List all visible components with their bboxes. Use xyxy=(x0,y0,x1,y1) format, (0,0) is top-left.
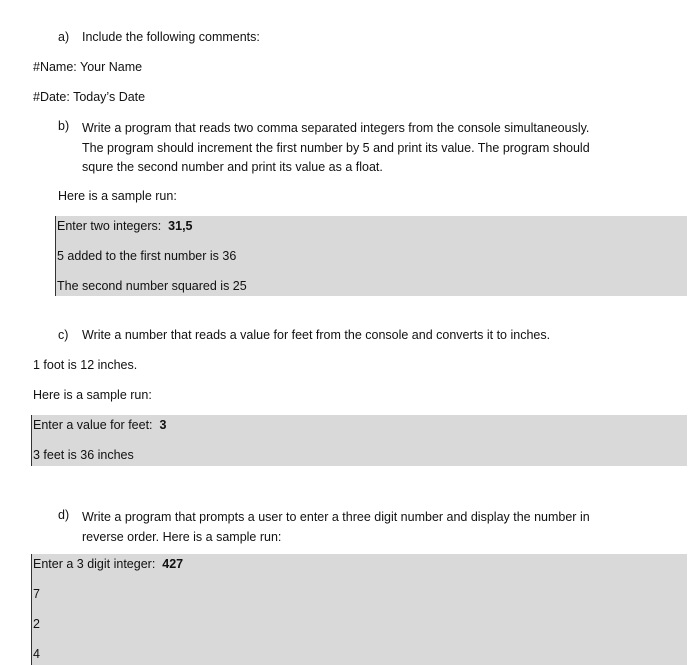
comment-name: #Name: Your Name xyxy=(33,60,143,74)
comment-date: #Date: Today’s Date xyxy=(33,90,146,104)
section-d-sample-prompt: Enter a 3 digit integer: xyxy=(33,557,156,571)
section-c-sample-input: 3 xyxy=(159,418,167,432)
section-d-paragraph xyxy=(82,508,590,547)
section-b-sample-input: 31,5 xyxy=(168,219,193,233)
sample-run-margin-line xyxy=(55,216,56,296)
section-d-marker: d) xyxy=(58,508,70,522)
section-d-sample-digit-2: 2 xyxy=(33,617,40,631)
section-d-line-2: reverse order. Here is a sample run: xyxy=(82,529,282,544)
section-b-sample-output-2: The second number squared is 25 xyxy=(57,279,247,293)
section-b-sample-prompt: Enter two integers: xyxy=(57,219,162,233)
section-c-text: Write a number that reads a value for feet from the console and converts it to inches. xyxy=(82,328,551,342)
section-b-sample-prompt-line xyxy=(57,219,193,233)
section-d-sample-input: 427 xyxy=(162,557,184,571)
section-b-line-2: The program should increment the first number by 5 and print its value. The program should xyxy=(82,140,590,155)
section-a-heading xyxy=(58,30,260,44)
section-d-sample-digit-3: 4 xyxy=(33,647,40,661)
section-c-marker: c) xyxy=(58,328,69,342)
section-b-sample-label: Here is a sample run: xyxy=(58,189,177,203)
section-c-sample-run xyxy=(31,415,687,466)
section-a-text: Include the following comments: xyxy=(82,30,260,44)
section-c-sample-output-1: 3 feet is 36 inches xyxy=(33,448,134,462)
section-b-line-3: squre the second number and print its value as a float. xyxy=(82,160,383,174)
section-c-heading xyxy=(58,328,550,342)
sample-run-margin-line xyxy=(31,415,32,466)
section-b-sample-output-1: 5 added to the first number is 36 xyxy=(57,249,237,263)
section-a-marker: a) xyxy=(58,30,70,44)
sample-run-margin-line xyxy=(31,554,32,665)
section-c-note: 1 foot is 12 inches. xyxy=(33,358,138,372)
section-d-sample-digit-1: 7 xyxy=(33,587,40,601)
section-c-sample-label: Here is a sample run: xyxy=(33,388,152,402)
section-c-sample-prompt: Enter a value for feet: xyxy=(33,418,153,432)
section-b-paragraph xyxy=(82,119,590,178)
section-d-line-1: Write a program that prompts a user to enter a three digit number and display the number in xyxy=(82,510,590,524)
section-b-sample-run xyxy=(55,216,687,296)
section-d-sample-run xyxy=(31,554,687,665)
section-c-sample-prompt-line xyxy=(33,418,166,432)
section-b-line-1: Write a program that reads two comma separated integers from the console simultaneously. xyxy=(82,121,590,135)
section-b-marker: b) xyxy=(58,119,70,133)
section-d-sample-prompt-line xyxy=(33,557,183,571)
